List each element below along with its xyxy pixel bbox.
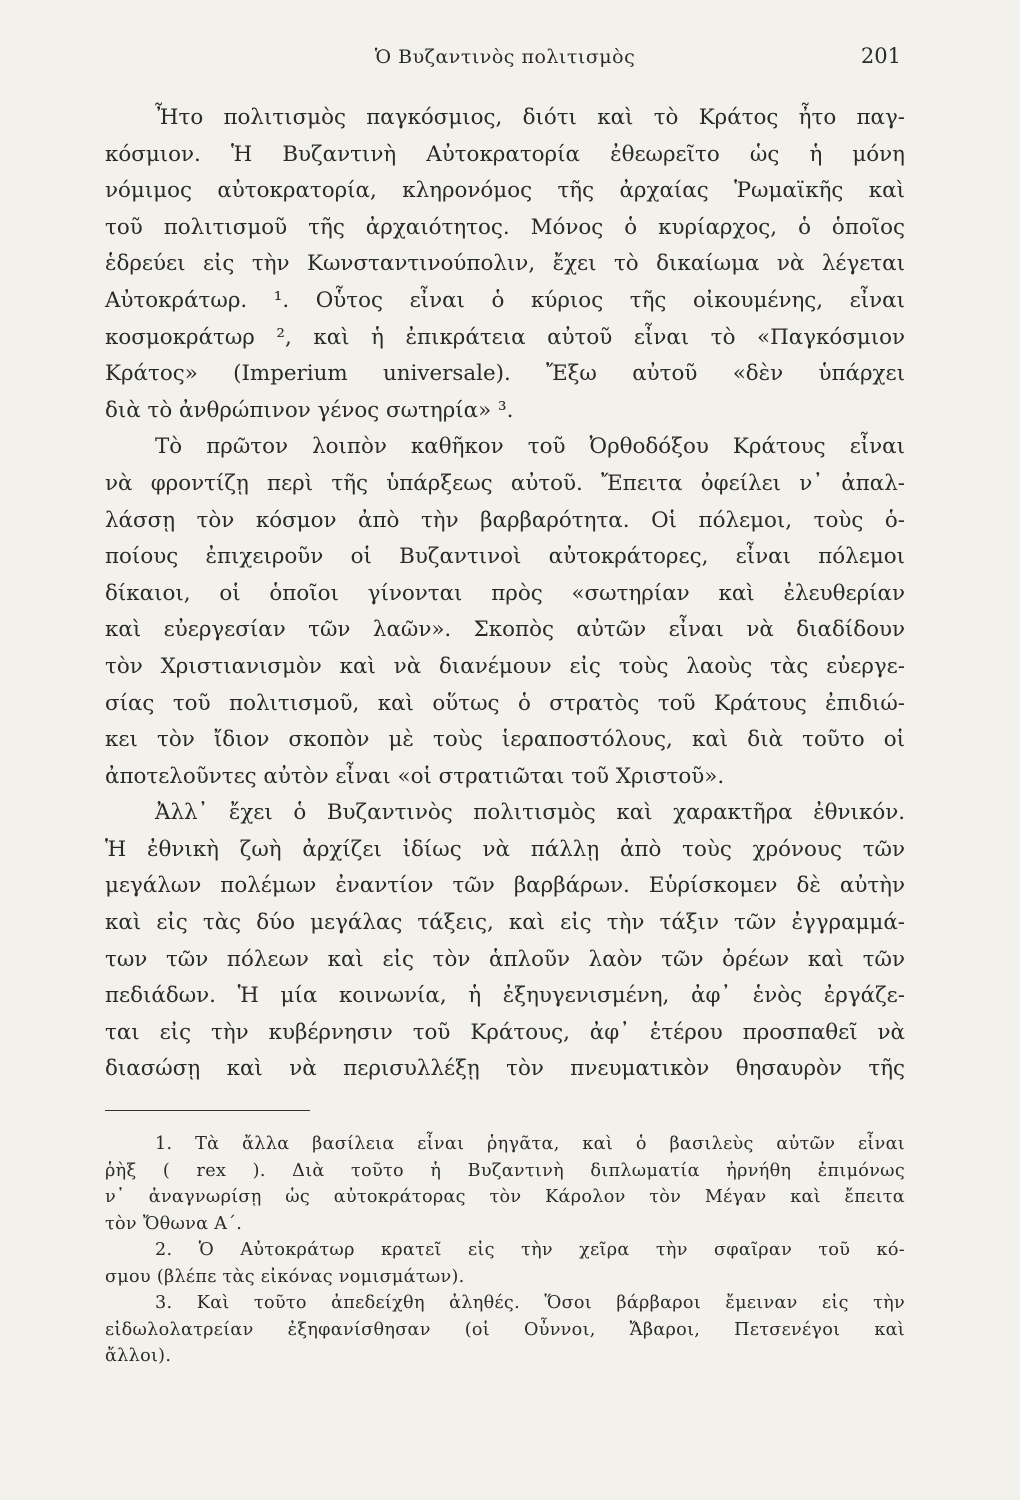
- body-line: των τῶν πόλεων καὶ εἰς τὸν ἁπλοῦν λαὸν τῶν ὀρέων καὶ τῶν: [105, 946, 905, 972]
- body-line: τοῦ πολιτισμοῦ τῆς ἀρχαιότητος. Μόνος ὁ κυρίαρχος, ὁ ὁποῖος: [105, 214, 905, 240]
- body-line: κει τὸν ἴδιον σκοπὸν μὲ τοὺς ἱεραποστόλους, καὶ διὰ τοῦτο οἱ: [105, 727, 905, 753]
- body-line: κοσμοκράτωρ ², καὶ ἡ ἐπικράτεια αὐτοῦ εἶναι τὸ «Παγκόσμιον: [105, 324, 905, 350]
- body-line: σίας τοῦ πολιτισμοῦ, καὶ οὕτως ὁ στρατὸς τοῦ Κράτους ἐπιδιώ-: [105, 690, 905, 716]
- body-text: [105, 100, 905, 1088]
- body-line: κόσμιον. Ἡ Βυζαντινὴ Αὐτοκρατορία ἐθεωρεῖτο ὡς ἡ μόνη: [105, 141, 905, 167]
- body-line: Ἦτο πολιτισμὸς παγκόσμιος, διότι καὶ τὸ Κράτος ἦτο παγ-: [155, 105, 905, 130]
- body-line: Τὸ πρῶτον λοιπὸν καθῆκον τοῦ Ὀρθοδόξου Κράτους εἶναι: [155, 434, 905, 460]
- footnote-line: σμου (βλέπε τὰς εἰκόνας νομισμάτων).: [105, 1266, 465, 1287]
- footnote-line: ἄλλοι).: [105, 1346, 172, 1367]
- footnote-line: 3. Καὶ τοῦτο ἀπεδείχθη ἀληθές. Ὅσοι βάρβαροι ἔμειναν εἰς τὴν: [155, 1293, 905, 1314]
- body-line: καὶ εὐεργεσίαν τῶν λαῶν». Σκοπὸς αὐτῶν εἶναι νὰ διαδίδουν: [105, 617, 905, 643]
- page-header: [105, 40, 905, 80]
- body-line: Κράτος» (Imperium universale). Ἔξω αὐτοῦ «δὲν ὑπάρχει: [105, 361, 905, 387]
- body-line: Αὐτοκράτωρ. ¹. Οὗτος εἶναι ὁ κύριος τῆς οἰκουμένης, εἶναι: [105, 287, 905, 313]
- body-line: διασώσῃ καὶ νὰ περισυλλέξῃ τὸν πνευματικὸν θησαυρὸν τῆς: [105, 1056, 905, 1082]
- footnote-divider: [105, 1110, 310, 1111]
- footnote-line: 2. Ὁ Αὐτοκράτωρ κρατεῖ εἰς τὴν χεῖρα τὴν σφαῖραν τοῦ κό-: [155, 1240, 905, 1261]
- running-title: Ὁ Βυζαντινὸς πολιτισμὸς: [374, 46, 636, 68]
- footnote-line: εἰδωλολατρείαν ἐξηφανίσθησαν (οἱ Οὖννοι, Ἄβαροι, Πετσενέγοι καὶ: [105, 1319, 905, 1340]
- footnote-line: τὸν Ὄθωνα Α΄.: [105, 1213, 243, 1234]
- body-line: νὰ φροντίζῃ περὶ τῆς ὑπάρξεως αὐτοῦ. Ἔπειτα ὀφείλει ν᾽ ἀπαλ-: [105, 470, 905, 496]
- body-line: τὸν Χριστιανισμὸν καὶ νὰ διανέμουν εἰς τοὺς λαοὺς τὰς εὐεργε-: [105, 653, 905, 679]
- body-line: μεγάλων πολέμων ἐναντίον τῶν βαρβάρων. Εὑρίσκομεν δὲ αὐτὴν: [105, 873, 905, 899]
- footnote-line: 1. Τὰ ἄλλα βασίλεια εἶναι ῥηγᾶτα, καὶ ὁ βασιλεὺς αὐτῶν εἶναι: [155, 1134, 905, 1155]
- body-line: Ἀλλ᾽ ἔχει ὁ Βυζαντινὸς πολιτισμὸς καὶ χαρακτῆρα ἐθνικόν.: [155, 800, 905, 826]
- body-line: ται εἰς τὴν κυβέρνησιν τοῦ Κράτους, ἀφ᾽ ἑτέρου προσπαθεῖ νὰ: [105, 1019, 905, 1045]
- footnote-line: ῥὴξ ( rex ). Διὰ τοῦτο ἡ Βυζαντινὴ διπλωματία ἠρνήθη ἐπιμόνως: [105, 1160, 905, 1181]
- body-line: ἑδρεύει εἰς τὴν Κωνσταντινούπολιν, ἔχει τὸ δικαίωμα νὰ λέγεται: [105, 251, 905, 277]
- body-line: λάσσῃ τὸν κόσμον ἀπὸ τὴν βαρβαρότητα. Οἱ πόλεμοι, τοὺς ὁ-: [105, 507, 905, 533]
- page-number: 201: [860, 44, 901, 68]
- book-page: [105, 40, 905, 1460]
- body-line: καὶ εἰς τὰς δύο μεγάλας τάξεις, καὶ εἰς τὴν τάξιν τῶν ἐγγραμμά-: [105, 910, 905, 936]
- body-line: νόμιμος αὐτοκρατορία, κληρονόμος τῆς ἀρχαίας Ῥωμαϊκῆς καὶ: [105, 178, 905, 204]
- footnote-line: ν᾽ ἀναγνωρίσῃ ὡς αὐτοκράτορας τὸν Κάρολον τὸν Μέγαν καὶ ἔπειτα: [105, 1187, 905, 1208]
- body-line: ἀποτελοῦντες αὐτὸν εἶναι «οἱ στρατιῶται τοῦ Χριστοῦ».: [105, 763, 725, 789]
- body-line: Ἡ ἐθνικὴ ζωὴ ἀρχίζει ἰδίως νὰ πάλλῃ ἀπὸ τοὺς χρόνους τῶν: [105, 836, 905, 862]
- footnotes: [105, 1131, 905, 1370]
- body-line: διὰ τὸ ἀνθρώπινον γένος σωτηρία» ³.: [105, 397, 514, 423]
- body-line: πεδιάδων. Ἡ μία κοινωνία, ἡ ἐξηυγενισμένη, ἀφ᾽ ἑνὸς ἐργάζε-: [105, 983, 905, 1009]
- body-line: ποίους ἐπιχειροῦν οἱ Βυζαντινοὶ αὐτοκράτορες, εἶναι πόλεμοι: [105, 544, 905, 570]
- body-line: δίκαιοι, οἱ ὁποῖοι γίνονται πρὸς «σωτηρίαν καὶ ἐλευθερίαν: [105, 580, 905, 606]
